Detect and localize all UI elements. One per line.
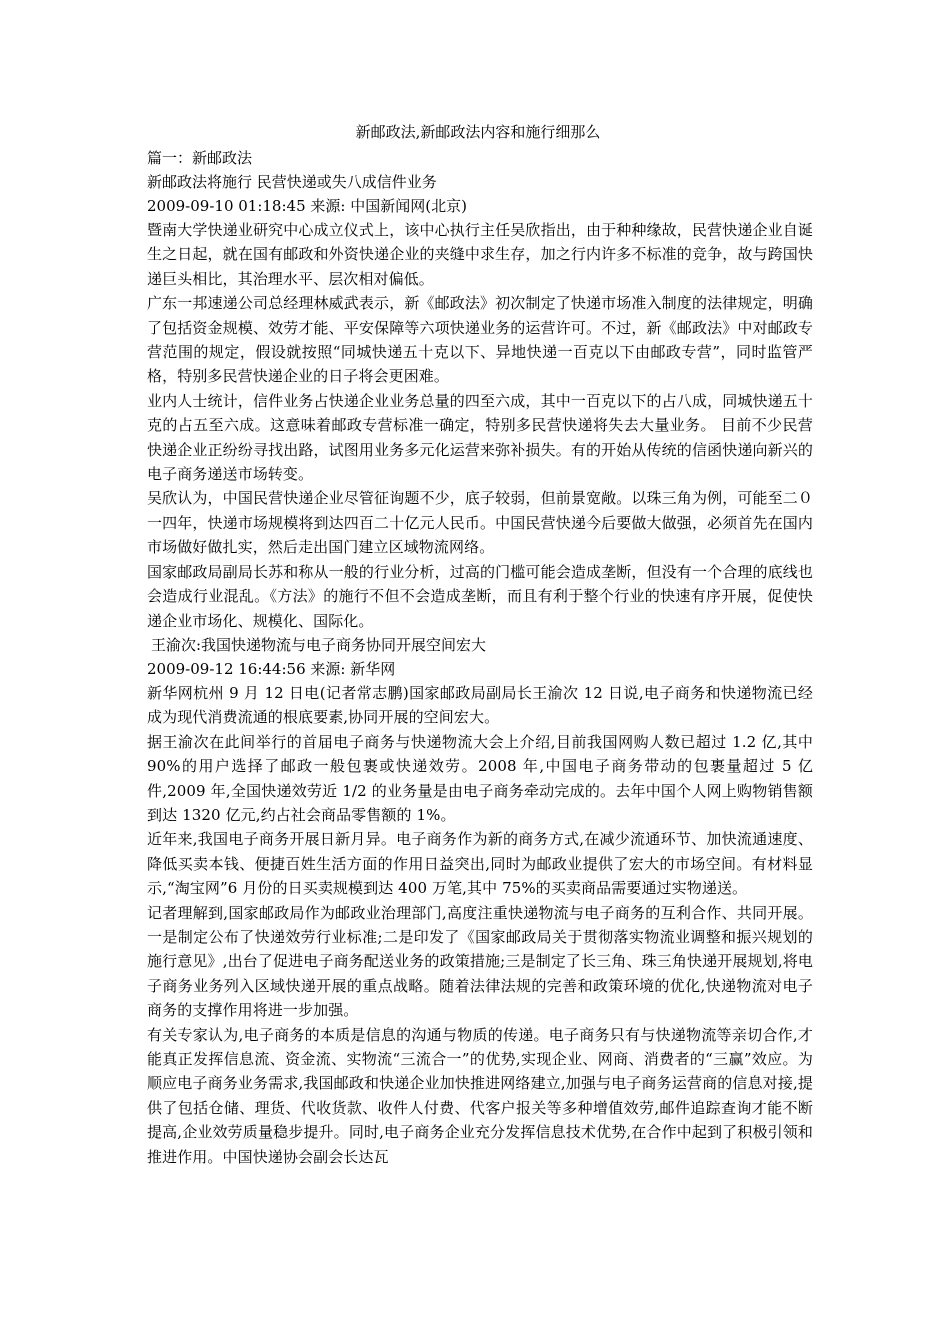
article-2-paragraph-2: 据王渝次在此间举行的首届电子商务与快递物流大会上介绍,目前我国网购人数已超过 1.2 亿,其中 90%的用户选择了邮政一般包裹或快递效劳。2008 年,中国电子商务带动的包裹量超过 5 亿件,2009 年,全国快递效劳近 1/2 的业务量是由电子商务牵动完成的。去年中国个人网上购物销售额到达 1320 亿元,约占社会商品零售额的 1%。 bbox=[147, 732, 813, 824]
article-1-headline: 新邮政法将施行 民营快递或失八成信件业务 bbox=[147, 173, 437, 191]
section-heading: 篇一：新邮政法 bbox=[147, 149, 253, 167]
article-1-paragraph-2: 广东一邦速递公司总经理林威武表示，新《邮政法》初次制定了快递市场准入制度的法律规定，明确了包括资金规模、效劳才能、平安保障等六项快递业务的运营许可。不过，新《邮政法》中对邮政专营范围的规定，假设就按照“同城快递五十克以下、异地快递一百克以下由邮政专营”，同时监管严格，特别多民营快递企业的日子将会更困难。 bbox=[147, 294, 813, 386]
article-1-dateline: 2009-09-10 01:18:45 来源: 中国新闻网(北京) bbox=[147, 197, 467, 215]
article-1-paragraph-1: 暨南大学快递业研究中心成立仪式上，该中心执行主任吴欣指出，由于种种缘故，民营快递企业自诞生之日起，就在国有邮政和外资快递企业的夹缝中求生存，加之行内许多不标准的竞争，故与跨国快递巨头相比，其治理水平、层次相对偏低。 bbox=[147, 221, 813, 288]
article-1-paragraph-3: 业内人士统计，信件业务占快递企业业务总量的四至六成，其中一百克以下的占八成，同城快递五十克的占五至六成。这意味着邮政专营标准一确定，特别多民营快递将失去大量业务。 目前不少民营快递企业正纷纷寻找出路，试图用业务多元化运营来弥补损失。有的开始从传统的信函快递向新兴的电子商务递送市场转变。 bbox=[147, 391, 813, 484]
article-2-dateline: 2009-09-12 16:44:56 来源: 新华网 bbox=[147, 659, 396, 678]
article-2-paragraph-4: 记者理解到,国家邮政局作为邮政业治理部门,高度注重快递物流与电子商务的互利合作、共同开展。一是制定公布了快递效劳行业标准;二是印发了《国家邮政局关于贯彻落实物流业调整和振兴规划的施行意见》,出台了促进电子商务配送业务的政策措施;三是制定了长三角、珠三角快递开展规划,将电子商务业务列入区域快递开展的重点战略。随着法律法规的完善和政策环境的优化,快递物流对电子商务的支撑作用将进一步加强。 bbox=[147, 903, 813, 1020]
article-2-paragraph-5: 有关专家认为,电子商务的本质是信息的沟通与物质的传递。电子商务只有与快递物流等亲切合作,才能真正发挥信息流、资金流、实物流“三流合一”的优势,实现企业、网商、消费者的“三赢”效应。为顺应电子商务业务需求,我国邮政和快递企业加快推进网络建立,加强与电子商务运营商的信息对接,提供了包括仓储、理货、代收货款、收件人付费、代客户报关等多种增值效劳,邮件追踪查询才能不断提高,企业效劳质量稳步提升。同时,电子商务企业充分发挥信息技术优势,在合作中起到了积极引领和推进作用。中国快递协会副会长达瓦 bbox=[147, 1025, 813, 1166]
article-2-headline: 王渝次:我国快递物流与电子商务协同开展空间宏大 bbox=[151, 635, 487, 654]
article-1-paragraph-5: 国家邮政局副局长苏和称从一般的行业分析，过高的门槛可能会造成垄断，但没有一个合理的底线也会造成行业混乱。《方法》的施行不但不会造成垄断，而且有利于整个行业的快速有序开展，促使快递企业市场化、规模化、国际化。 bbox=[147, 562, 813, 630]
article-2-paragraph-3: 近年来,我国电子商务开展日新月异。电子商务作为新的商务方式,在减少流通环节、加快流通速度、降低买卖本钱、便捷百姓生活方面的作用日益突出,同时为邮政业提供了宏大的市场空间。有材料显示,“淘宝网”6 月份的日买卖规模到达 400 万笔,其中 75%的买卖商品需要通过实物递送。 bbox=[147, 830, 813, 898]
article-2-paragraph-1: 新华网杭州 9 月 12 日电(记者常志鹏)国家邮政局副局长王渝次 12 日说,电子商务和快递物流已经成为现代消费流通的根底要素,协同开展的空间宏大。 bbox=[147, 683, 813, 727]
document-title: 新邮政法,新邮政法内容和施行细那么 bbox=[355, 123, 601, 141]
document-page bbox=[143, 120, 813, 1169]
article-1-paragraph-4: 吴欣认为，中国民营快递企业尽管征询题不少，底子较弱，但前景宽敞。以珠三角为例，可能至二０一四年，快递市场规模将到达四百二十亿元人民币。中国民营快递今后要做大做强，必须首先在国内市场做好做扎实，然后走出国门建立区域物流网络。 bbox=[147, 489, 813, 557]
